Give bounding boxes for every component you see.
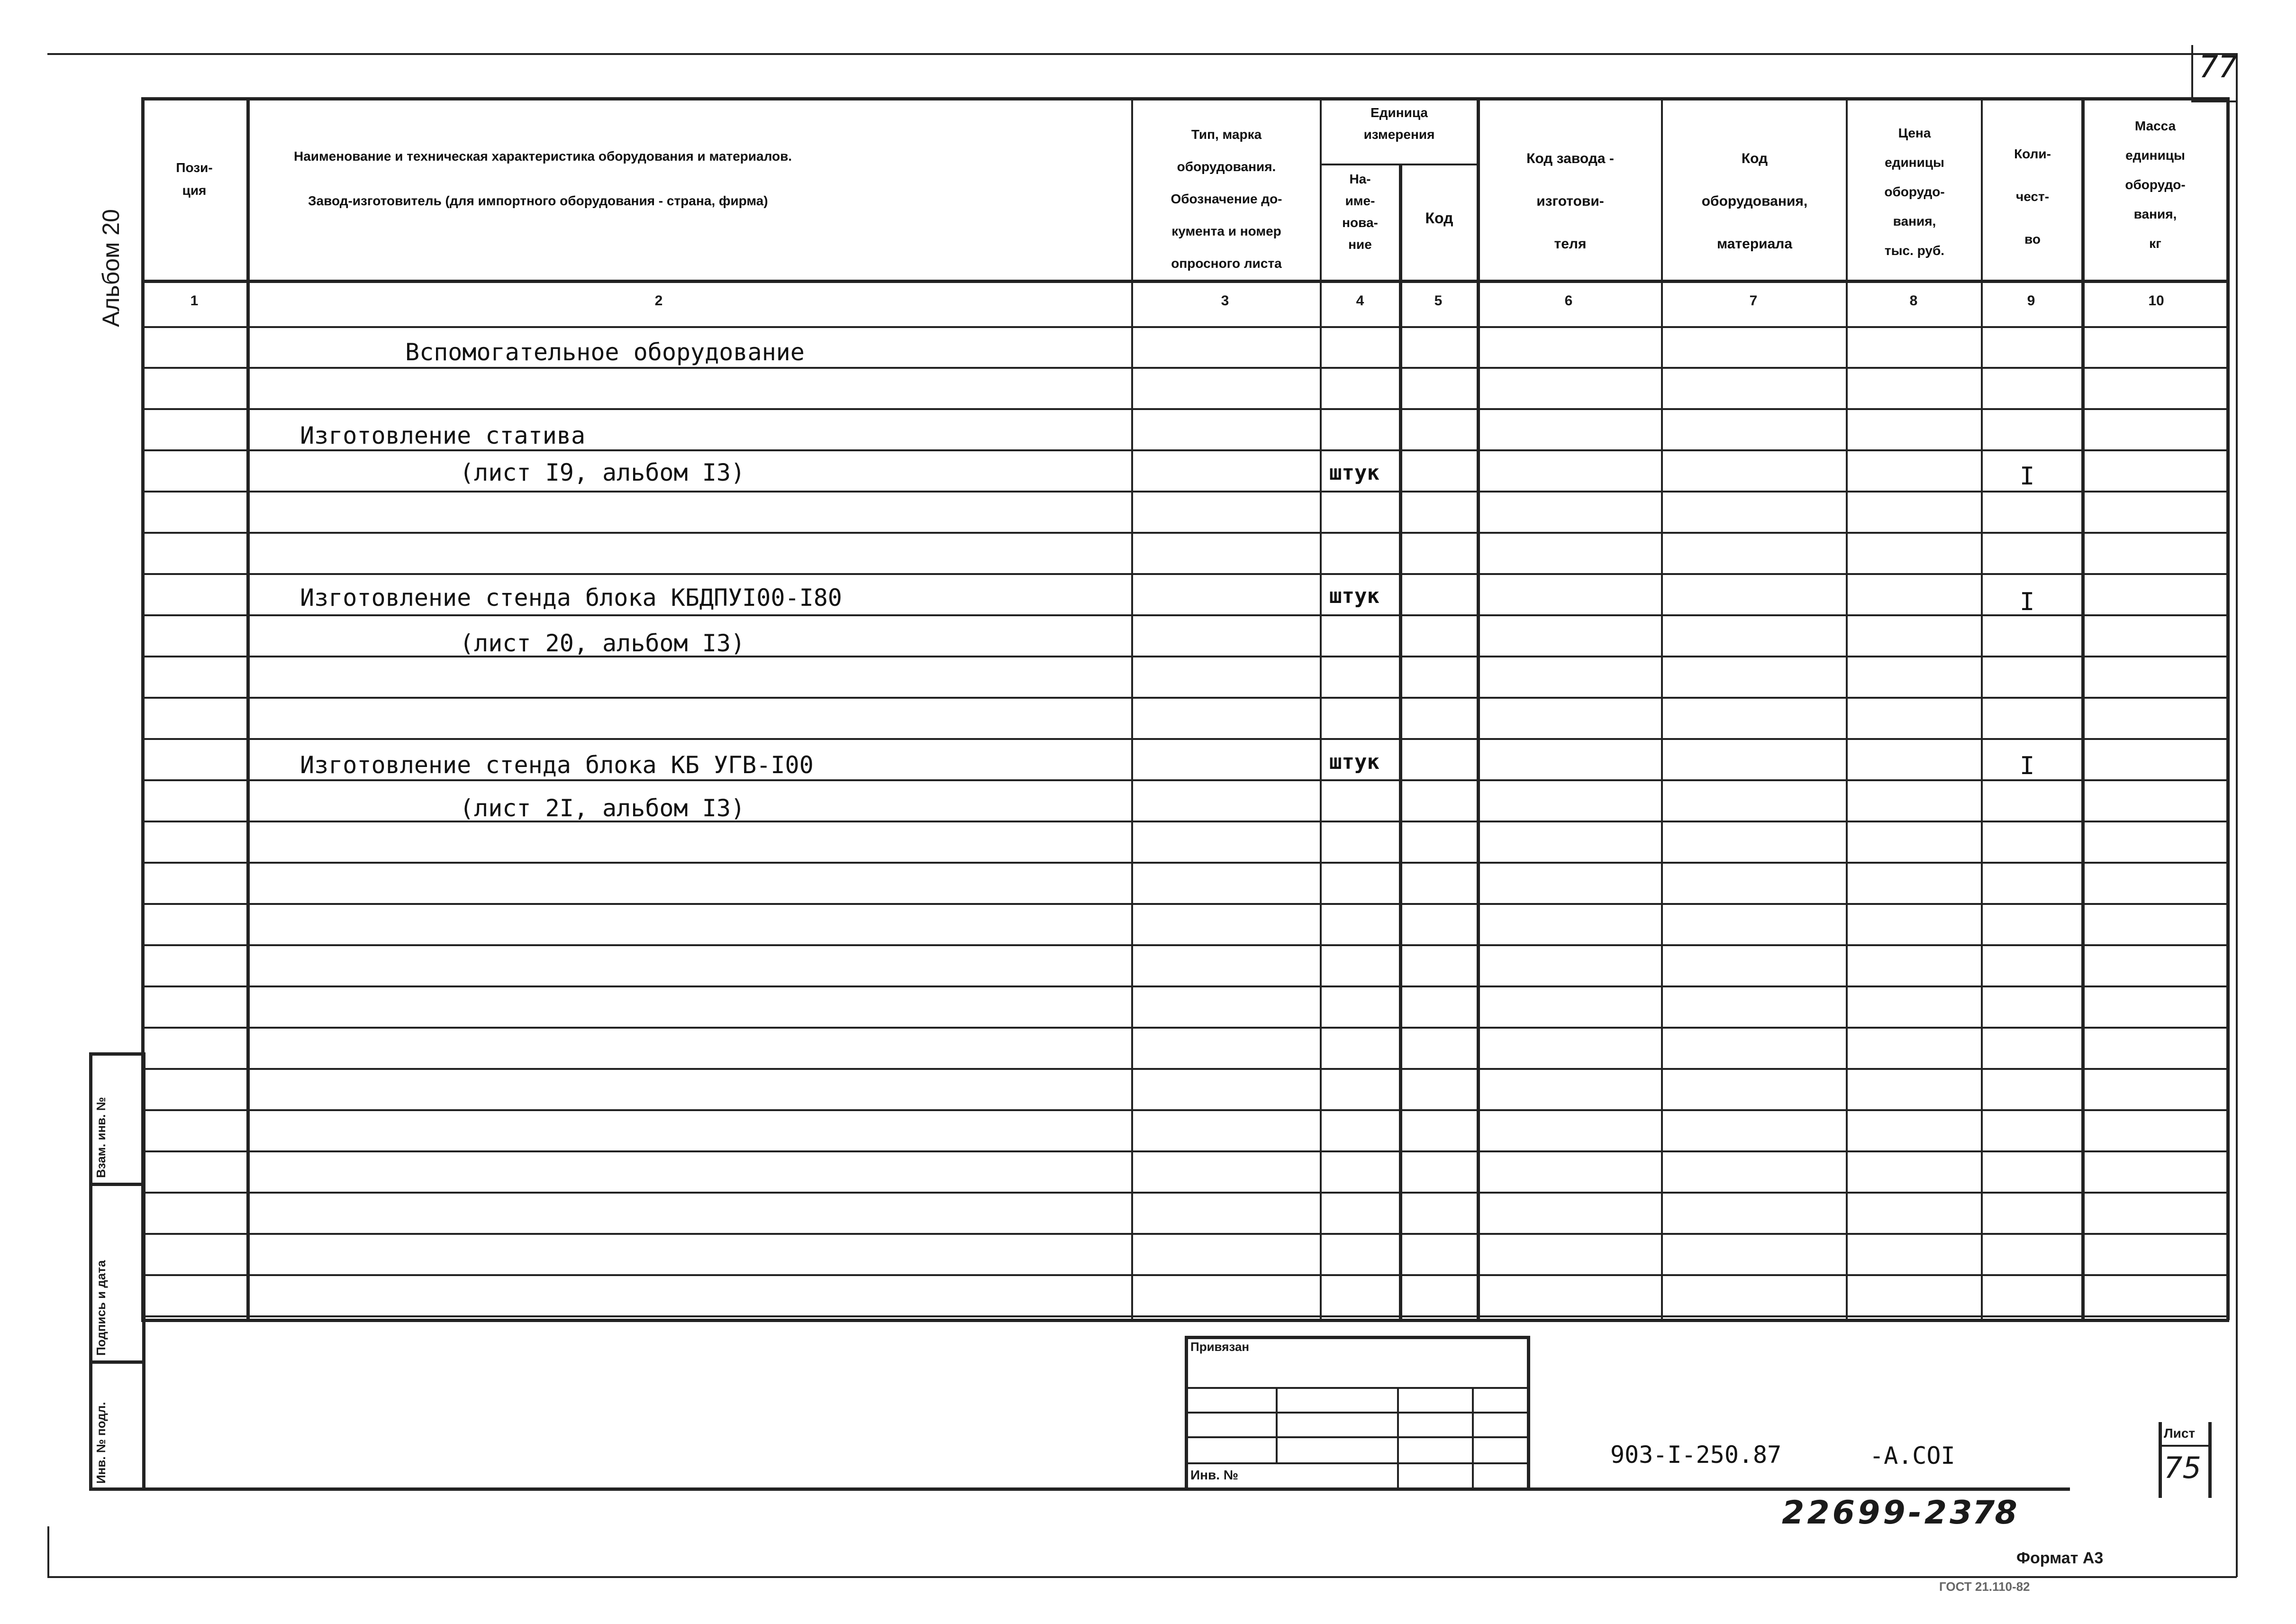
stamp-row-4	[1185, 1462, 1528, 1464]
strip-label-2: Подпись и дата	[94, 1260, 108, 1356]
item3-ref: (лист 2I, альбом I3)	[460, 794, 745, 822]
frame-right	[2236, 53, 2238, 1577]
sheet-number: 75	[2164, 1451, 2201, 1485]
corner-box-left	[2191, 45, 2193, 101]
gost-label: ГОСТ 21.110-82	[1939, 1579, 2030, 1594]
doc-code: 903-I-250.87	[1610, 1441, 1782, 1469]
sheet-box-divider	[2159, 1445, 2211, 1447]
strip-top	[89, 1052, 144, 1056]
row-divider	[141, 985, 2229, 987]
sheet-box-left	[2159, 1422, 2162, 1498]
colnum-1: 1	[190, 293, 199, 309]
col-sep-4	[1399, 164, 1402, 1320]
header-unit-group: Единица измерения	[1363, 105, 1435, 142]
col-sep-3	[1320, 97, 1322, 1320]
header-col7: Код оборудования, материала	[1701, 151, 1808, 252]
row-divider	[141, 408, 2229, 410]
unit-group-divider	[1320, 164, 1478, 165]
corner-box-bottom	[2191, 100, 2237, 102]
header-bottom	[141, 280, 2229, 283]
row-divider	[141, 1233, 2229, 1235]
colnum-9: 9	[2027, 293, 2035, 309]
col-sep-5	[1477, 97, 1480, 1320]
item1-name: Изготовление статива	[300, 422, 586, 449]
row-divider	[141, 367, 2229, 369]
strip-right	[142, 1052, 145, 1488]
item2-name: Изготовление стенда блока КБДПУI00-I80	[300, 584, 842, 611]
row-divider	[141, 903, 2229, 905]
row-divider	[141, 1109, 2229, 1111]
header-col10: Масса единицы оборудо- вания, кг	[2125, 119, 2186, 251]
item1-ref: (лист I9, альбом I3)	[460, 459, 745, 486]
row-divider	[141, 1315, 2229, 1317]
row-divider	[141, 779, 2229, 781]
colnum-3: 3	[1221, 293, 1229, 309]
stamp-row-1	[1185, 1387, 1528, 1389]
header-col2-line2: Завод-изготовитель (для импортного оборудования - страна, фирма)	[308, 193, 768, 208]
row-divider	[141, 738, 2229, 740]
frame-left	[47, 1526, 49, 1576]
strip-left	[89, 1052, 92, 1488]
album-label: Альбом 20	[98, 209, 124, 327]
row-divider	[141, 944, 2229, 946]
strip-label-3: Инв. № подл.	[94, 1402, 108, 1484]
corner-sheet-number: 77	[2199, 50, 2238, 85]
doc-suffix: -А.СОI	[1869, 1442, 1955, 1469]
stamp-privyazan: Привязан	[1190, 1340, 1250, 1354]
header-col3: Тип, марка оборудования. Обозначение до- кумента и номер опросного листа	[1171, 127, 1282, 271]
strip-bottom	[89, 1487, 2070, 1491]
colnum-2: 2	[654, 293, 663, 309]
col-sep-2	[1131, 97, 1133, 1320]
row-divider	[141, 449, 2229, 451]
stamp-col-2	[1397, 1387, 1399, 1488]
handwritten-number: 78	[1972, 1494, 2017, 1532]
table-bottom	[141, 1319, 2229, 1322]
item2-qty: I	[2020, 588, 2035, 616]
header-col6: Код завода - изготови- теля	[1526, 151, 1614, 252]
colnum-4: 4	[1356, 293, 1364, 309]
col-sep-1	[246, 97, 250, 1320]
row-divider	[141, 1192, 2229, 1194]
col-sep-9	[2081, 97, 2085, 1320]
row-divider	[141, 656, 2229, 657]
row-divider	[141, 1027, 2229, 1029]
colnum-10: 10	[2148, 293, 2164, 309]
strip-div-1	[89, 1183, 144, 1186]
item2-ref: (лист 20, альбом I3)	[460, 630, 745, 657]
row-divider	[141, 1274, 2229, 1276]
strip-div-2	[89, 1360, 144, 1364]
item3-unit: штук	[1329, 750, 1379, 774]
colnum-7: 7	[1749, 293, 1758, 309]
header-col2-line1: Наименование и техническая характеристика оборудования и материалов.	[294, 149, 792, 164]
table-top	[141, 97, 2229, 100]
strip-label-1: Взам. инв. №	[94, 1097, 108, 1178]
colnum-6: 6	[1564, 293, 1573, 309]
header-col5: Код	[1425, 210, 1453, 227]
section-title: Вспомогательное оборудование	[405, 338, 805, 366]
stamp-col-3	[1472, 1387, 1474, 1488]
stamp-top	[1185, 1336, 1528, 1339]
stamp-inv-no: Инв. №	[1190, 1468, 1239, 1482]
row-divider	[141, 1068, 2229, 1070]
frame-bottom	[47, 1576, 2237, 1578]
header-col4: На- име- нова- ние	[1342, 172, 1378, 252]
item1-qty: I	[2020, 462, 2035, 491]
header-col8: Цена единицы оборудо- вания, тыс. руб.	[1884, 126, 1945, 258]
colnum-8: 8	[1909, 293, 1918, 309]
row-divider	[141, 821, 2229, 822]
row-divider	[141, 614, 2229, 616]
row-divider	[141, 1150, 2229, 1152]
stamp-col-1	[1276, 1387, 1278, 1463]
header-col1: Пози- ция	[176, 160, 213, 198]
colnum-bottom	[141, 326, 2229, 328]
col-sep-8	[1981, 97, 1983, 1320]
sheet-box-right	[2208, 1422, 2212, 1498]
format-label: Формат А3	[2016, 1549, 2104, 1567]
item2-unit: штук	[1329, 584, 1379, 608]
item3-qty: I	[2020, 752, 2035, 780]
handwritten-code: 22699-23	[1782, 1494, 1975, 1532]
row-divider	[141, 491, 2229, 493]
header-col9: Коли- чест- во	[2014, 146, 2051, 246]
col-sep-7	[1846, 97, 1848, 1320]
colnum-5: 5	[1434, 293, 1443, 309]
sheet-label: Лист	[2164, 1426, 2196, 1441]
row-divider	[141, 697, 2229, 699]
stamp-row-2	[1185, 1412, 1528, 1414]
row-divider	[141, 532, 2229, 534]
item1-unit: штук	[1329, 461, 1379, 485]
row-divider	[141, 862, 2229, 864]
stamp-row-3	[1185, 1436, 1528, 1438]
col-sep-6	[1661, 97, 1663, 1320]
frame-top	[47, 53, 2237, 55]
item3-name: Изготовление стенда блока КБ УГВ-I00	[300, 751, 814, 779]
row-divider	[141, 573, 2229, 575]
